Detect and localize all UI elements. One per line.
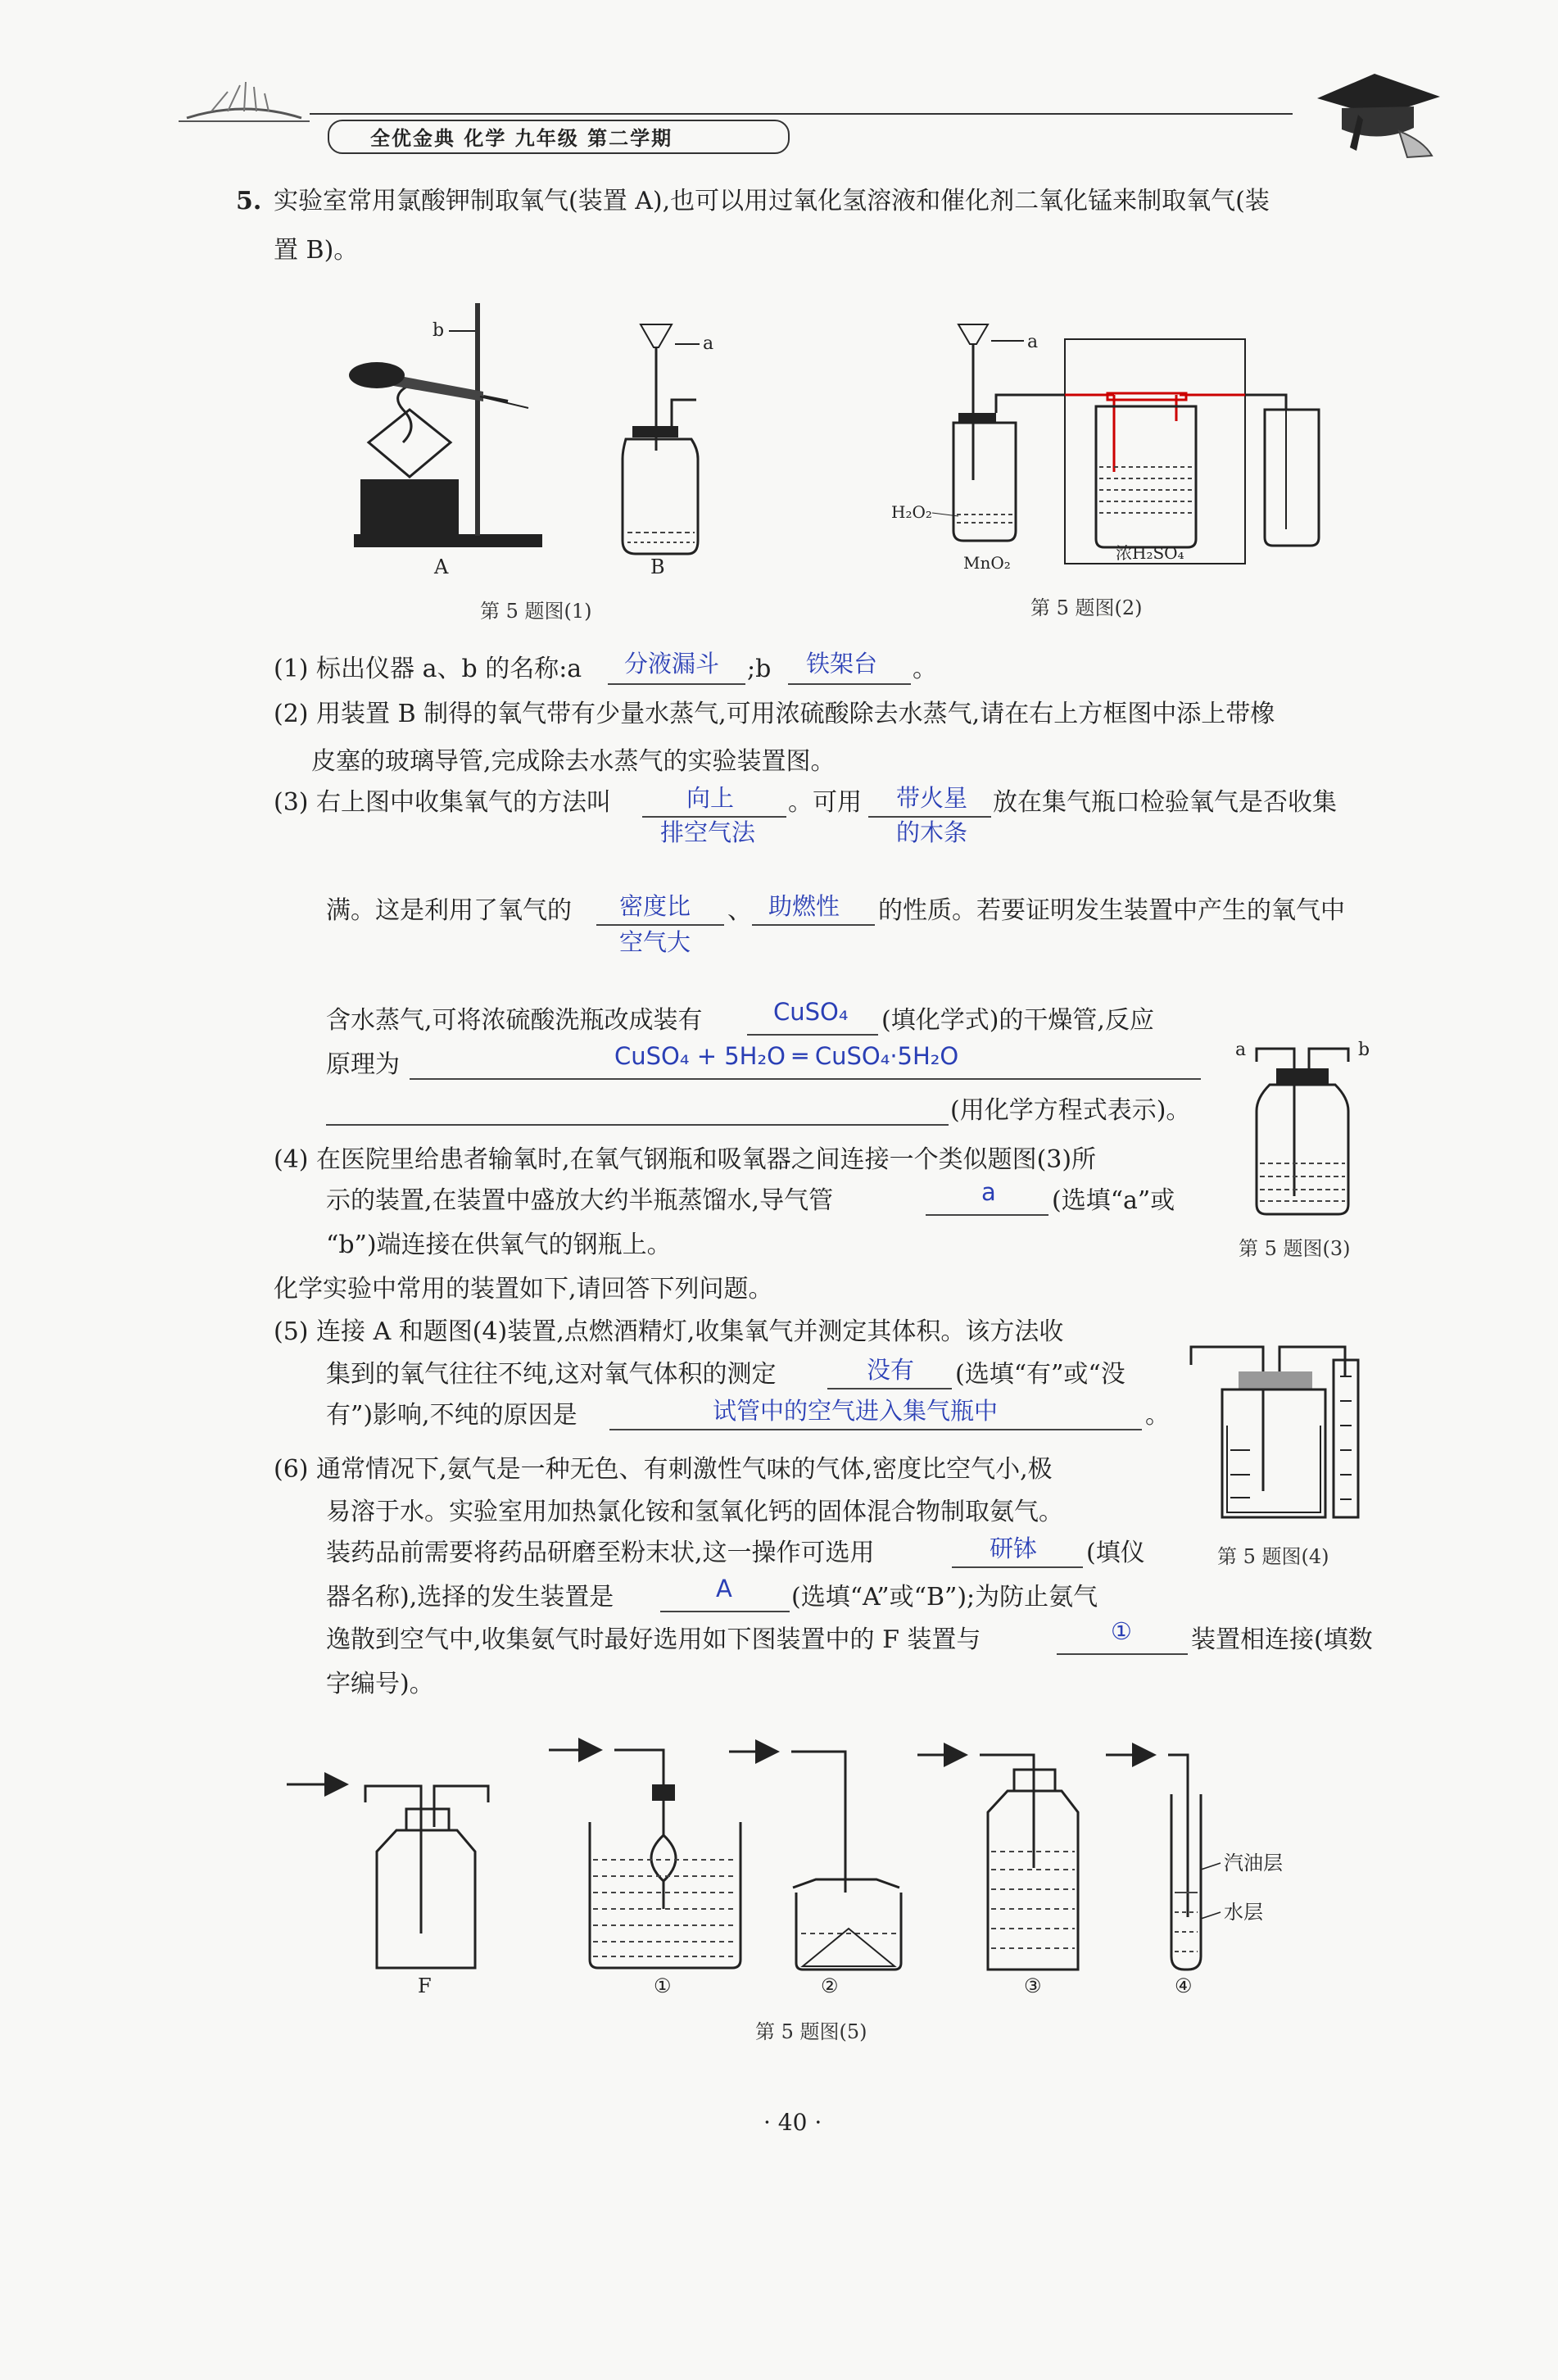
figure-4 [1184,1327,1365,1535]
p1-blank-a [608,683,745,685]
p6-line3-post: (填仪 [1086,1539,1145,1567]
p3-l3-post: (填化学式)的干燥管,反应 [881,1006,1154,1035]
p6-line1: (6) 通常情况下,氨气是一种无色、有刺激性气味的气体,密度比空气小,极 [274,1455,1053,1484]
p3-answer-test-2: 的木条 [896,818,968,846]
header-rule [310,113,1293,115]
page-number: · 40 · [763,2109,822,2136]
p4-answer: a [981,1178,996,1206]
p3-blank-formula [747,1034,878,1036]
p5-answer-effect: 没有 [867,1356,915,1384]
label-1: ① [654,1974,672,1997]
p5-line1: (5) 连接 A 和题图(4)装置,点燃酒精灯,收集氧气并测定其体积。该方法收 [274,1317,1064,1346]
label-2: ② [821,1974,839,1997]
p1-post: 。 [913,655,937,683]
p3-answer-test-1: 带火星 [896,784,968,812]
label-A: A [434,555,449,578]
label-3: ③ [1024,1974,1042,1997]
question-number: 5. [236,187,262,215]
p3-answer-method-2: 排空气法 [660,818,756,846]
label-B: B [650,555,665,578]
caption-fig1: 第 5 题图(1) [480,600,592,623]
p5-blank-reason [609,1429,1142,1430]
p3-post: 放在集气瓶口检验氧气是否收集 [993,788,1337,817]
p3-blank-equation-1 [410,1078,1201,1080]
p1-answer-a: 分液漏斗 [624,650,720,678]
p3-blank-equation-2 [326,1124,949,1126]
caption-fig5: 第 5 题图(5) [755,2020,867,2043]
p3-pre: (3) 右上图中收集氧气的方法叫 [274,788,612,817]
label-a-3: a [1235,1040,1247,1060]
p3-answer-method-1: 向上 [686,784,735,812]
p6-line5-post: 装置相连接(填数 [1191,1625,1373,1654]
p4-line3: “b”)端连接在供氧气的钢瓶上。 [326,1231,672,1259]
figure-1 [344,295,770,593]
p3-l2-mid: 、 [727,896,752,925]
p5-line3-post: 。 [1145,1401,1170,1430]
p6-answer-tool: 研钵 [990,1535,1038,1562]
p6-blank-connect [1057,1653,1188,1655]
label-water: 水层 [1224,1901,1263,1924]
p5-answer-reason: 试管中的空气进入集气瓶中 [713,1397,999,1425]
caption-fig3: 第 5 题图(3) [1239,1237,1351,1260]
p3-l4-pre: 原理为 [326,1050,400,1079]
p6-blank-tool [952,1566,1083,1568]
p2-line2: 皮塞的玻璃导管,完成除去水蒸气的实验装置图。 [311,747,836,776]
label-b: b [433,320,445,341]
p4-line2-pre: 示的装置,在装置中盛放大约半瓶蒸馏水,导气管 [326,1186,834,1215]
p6-answer-connect: ① [1111,1617,1132,1645]
p6-line4-post: (选填“A”或“B”);为防止氨气 [791,1583,1098,1612]
question-intro-line2: 置 B)。 [274,236,359,265]
label-a-2: a [1027,332,1039,352]
label-mno2: MnO₂ [963,553,1011,573]
graduation-cap-icon [1309,66,1448,167]
label-F: F [418,1974,432,1997]
label-h2so4: 浓H₂SO₄ [1116,543,1184,563]
p1-answer-b: 铁架台 [806,650,878,678]
label-h2o2: H₂O₂ [891,502,932,522]
p6-line6: 字编号)。 [326,1670,434,1698]
p4-blank [926,1214,1048,1216]
p1-blank-b [788,683,911,685]
p3-answer-formula: CuSO₄ [773,998,849,1026]
p3-l3-pre: 含水蒸气,可将浓硫酸洗瓶改成装有 [326,1006,703,1035]
p6-line4-pre: 器名称),选择的发生装置是 [326,1583,614,1612]
label-oil: 汽油层 [1224,1852,1283,1875]
p6-blank-device [660,1611,790,1612]
p5-line2-pre: 集到的氧气往往不纯,这对氧气体积的测定 [326,1360,777,1389]
p3-l2-pre: 满。这是利用了氧气的 [326,896,572,925]
p4-line1: (4) 在医院里给患者输氧时,在氧气钢瓶和吸氧器之间连接一个类似题图(3)所 [274,1145,1097,1174]
p3-l2-post: 的性质。若要证明发生装置中产生的氧气中 [878,896,1345,925]
caption-fig4: 第 5 题图(4) [1217,1545,1329,1568]
p3-answer-prop1-1: 密度比 [619,892,691,920]
p3-answer-prop2: 助燃性 [768,892,840,920]
label-b-3: b [1358,1040,1370,1060]
p5-blank-effect [827,1388,952,1389]
p3-answer-equation: CuSO₄ + 5H₂O ═ CuSO₄·5H₂O [614,1042,959,1070]
p1-mid: ;b [747,655,772,683]
header-title: 全优金典 化学 九年级 第二学期 [370,126,673,150]
p5-line3-pre: 有”)影响,不纯的原因是 [326,1401,577,1430]
p2-line1: (2) 用装置 B 制得的氧气带有少量水蒸气,可用浓硫酸除去水蒸气,请在右上方框图中添上带橡 [274,700,1275,728]
p6-line3-pre: 装药品前需要将药品研磨至粉末状,这一操作可选用 [326,1539,875,1567]
p6-answer-device: A [716,1575,732,1603]
p3-l5-post: (用化学方程式表示)。 [950,1096,1191,1125]
p4-line2-post: (选填“a”或 [1052,1186,1175,1215]
figure-3 [1224,1032,1379,1224]
label-4: ④ [1175,1974,1193,1997]
p3-mid: 。可用 [788,788,862,817]
p6-line5-pre: 逸散到空气中,收集氨气时最好选用如下图装置中的 F 装置与 [326,1625,981,1654]
question-intro-line1: 实验室常用氯酸钾制取氧气(装置 A),也可以用过氧化氢溶液和催化剂二氧化锰来制取氧气(装 [274,187,1270,215]
figure-5 [287,1737,1352,2002]
p6-line2: 易溶于水。实验室用加热氯化铵和氢氧化钙的固体混合物制取氨气。 [326,1498,1063,1526]
label-a: a [703,333,714,354]
header-logo-left [179,75,310,128]
p1-pre: (1) 标出仪器 a、b 的名称:a [274,655,582,683]
p3-blank-prop2 [752,924,875,926]
p3-answer-prop1-2: 空气大 [619,928,691,956]
figure-2 [885,311,1343,585]
caption-fig2: 第 5 题图(2) [1030,596,1143,619]
common-intro: 化学实验中常用的装置如下,请回答下列问题。 [274,1275,773,1303]
p5-line2-post: (选填“有”或“没 [955,1360,1125,1389]
